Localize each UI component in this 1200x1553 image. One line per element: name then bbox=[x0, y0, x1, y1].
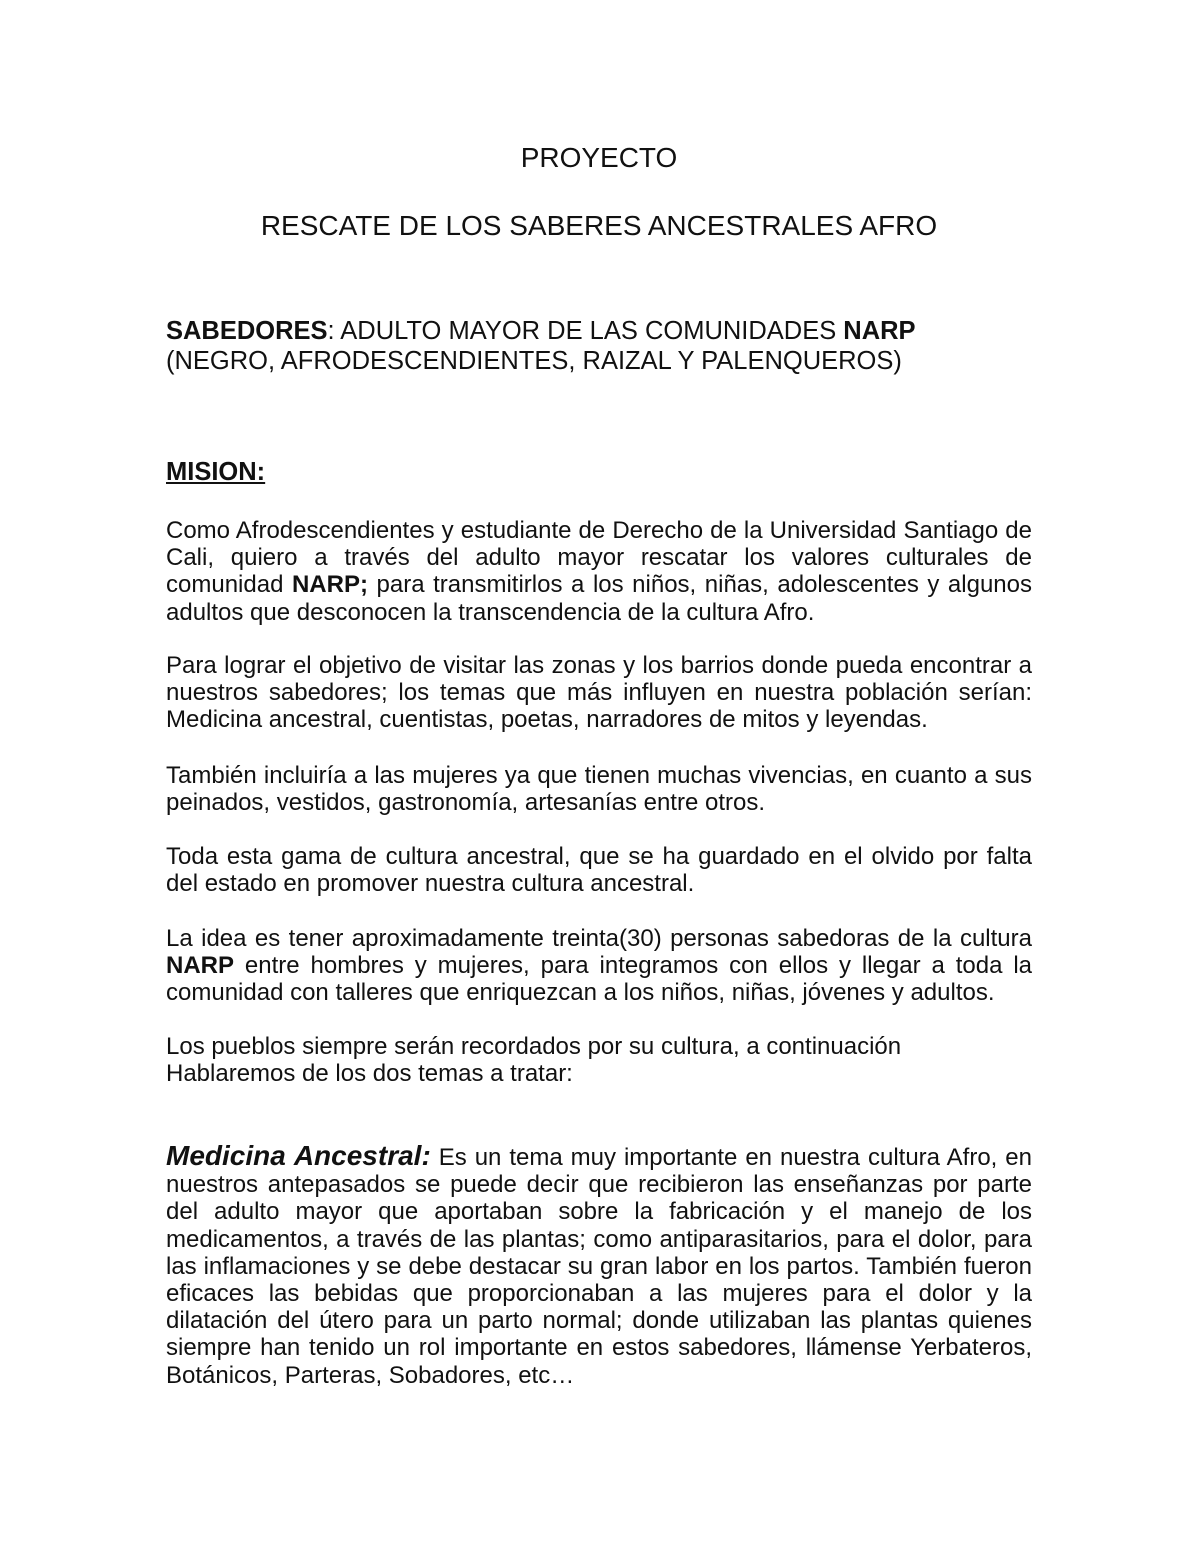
mision-heading: MISION: bbox=[166, 458, 266, 486]
document-title: PROYECTO bbox=[520, 142, 678, 173]
paragraph-1-text-b: para transmitirlos a los niños, niñas, adolescentes y algunos adultos que desconocen la transcendencia de la cultura Afro. bbox=[166, 571, 1032, 626]
paragraph-1-text-a: Como Afrodescendientes y estudiante de Derecho de la Universidad Santiago de Cali, quiero a través del adulto mayor rescatar los valores culturales de comunidad bbox=[166, 517, 1032, 599]
paragraph-2: Para lograr el objetivo de visitar las zonas y los barrios donde pueda encontrar a nuestros sabedores; los temas que más influyen en nuestra población serían: Medicina ancestral, cuentistas, poetas, narradores de mitos y leyendas. bbox=[166, 652, 1032, 734]
narp-term: NARP bbox=[843, 317, 916, 345]
sabedores-line-2: (NEGRO, AFRODESCENDIENTES, RAIZAL Y PALENQUEROS) bbox=[166, 347, 902, 375]
paragraph-4: Toda esta gama de cultura ancestral, que se ha guardado en el olvido por falta del estado en promover nuestra cultura ancestral. bbox=[166, 843, 1032, 898]
narp-term: NARP; bbox=[291, 571, 368, 599]
paragraph-3: También incluiría a las mujeres ya que tienen muchas vivencias, en cuanto a sus peinados, vestidos, gastronomía, artesanías entre otros. bbox=[166, 762, 1032, 817]
paragraph-5-text-b: entre hombres y mujeres, para integramos con ellos y llegar a toda la comunidad con talleres que enriquezcan a los niños, niñas, jóvenes y adultos. bbox=[166, 952, 1032, 1007]
sabedores-line-1 bbox=[166, 316, 1032, 346]
paragraph-5-text-a: La idea es tener aproximadamente treinta(30) personas sabedoras de la cultura bbox=[166, 925, 1032, 952]
medicina-ancestral-text: Es un tema muy importante en nuestra cultura Afro, en nuestros antepasados se puede decir que recibieron las enseñanzas por parte del adulto mayor que aportaban sobre la fabricación y el manejo de los medicamentos, a través de las plantas; como antiparasitarios, para el dolor, para las inflamaciones y se debe destacar su gran labor en los partos. También fueron eficaces las bebidas que proporcionaban a las mujeres para el dolor y la dilatación del útero para un parto normal; donde utilizaban las plantas quienes siempre han tenido un rol importante en estos sabedores, llámense Yerbateros, Botánicos, Parteras, Sobadores, etc… bbox=[166, 1144, 1032, 1389]
sabedores-text: : ADULTO MAYOR DE LAS COMUNIDADES bbox=[327, 317, 844, 345]
narp-term: NARP bbox=[166, 952, 235, 980]
paragraph-5 bbox=[166, 925, 1032, 1007]
paragraph-6-line-1: Los pueblos siempre serán recordados por su cultura, a continuación bbox=[166, 1033, 902, 1060]
sabedores-label: SABEDORES bbox=[166, 317, 328, 345]
paragraph-6-line-2: Hablaremos de los dos temas a tratar: bbox=[166, 1060, 573, 1088]
document-subtitle: RESCATE DE LOS SABERES ANCESTRALES AFRO bbox=[260, 210, 938, 241]
sabedores-section bbox=[166, 316, 1032, 376]
paragraph-6 bbox=[166, 1033, 1032, 1087]
medicina-ancestral-paragraph bbox=[166, 1142, 1032, 1389]
medicina-ancestral-label: Medicina Ancestral: bbox=[166, 1140, 431, 1171]
paragraph-1 bbox=[166, 517, 1032, 626]
